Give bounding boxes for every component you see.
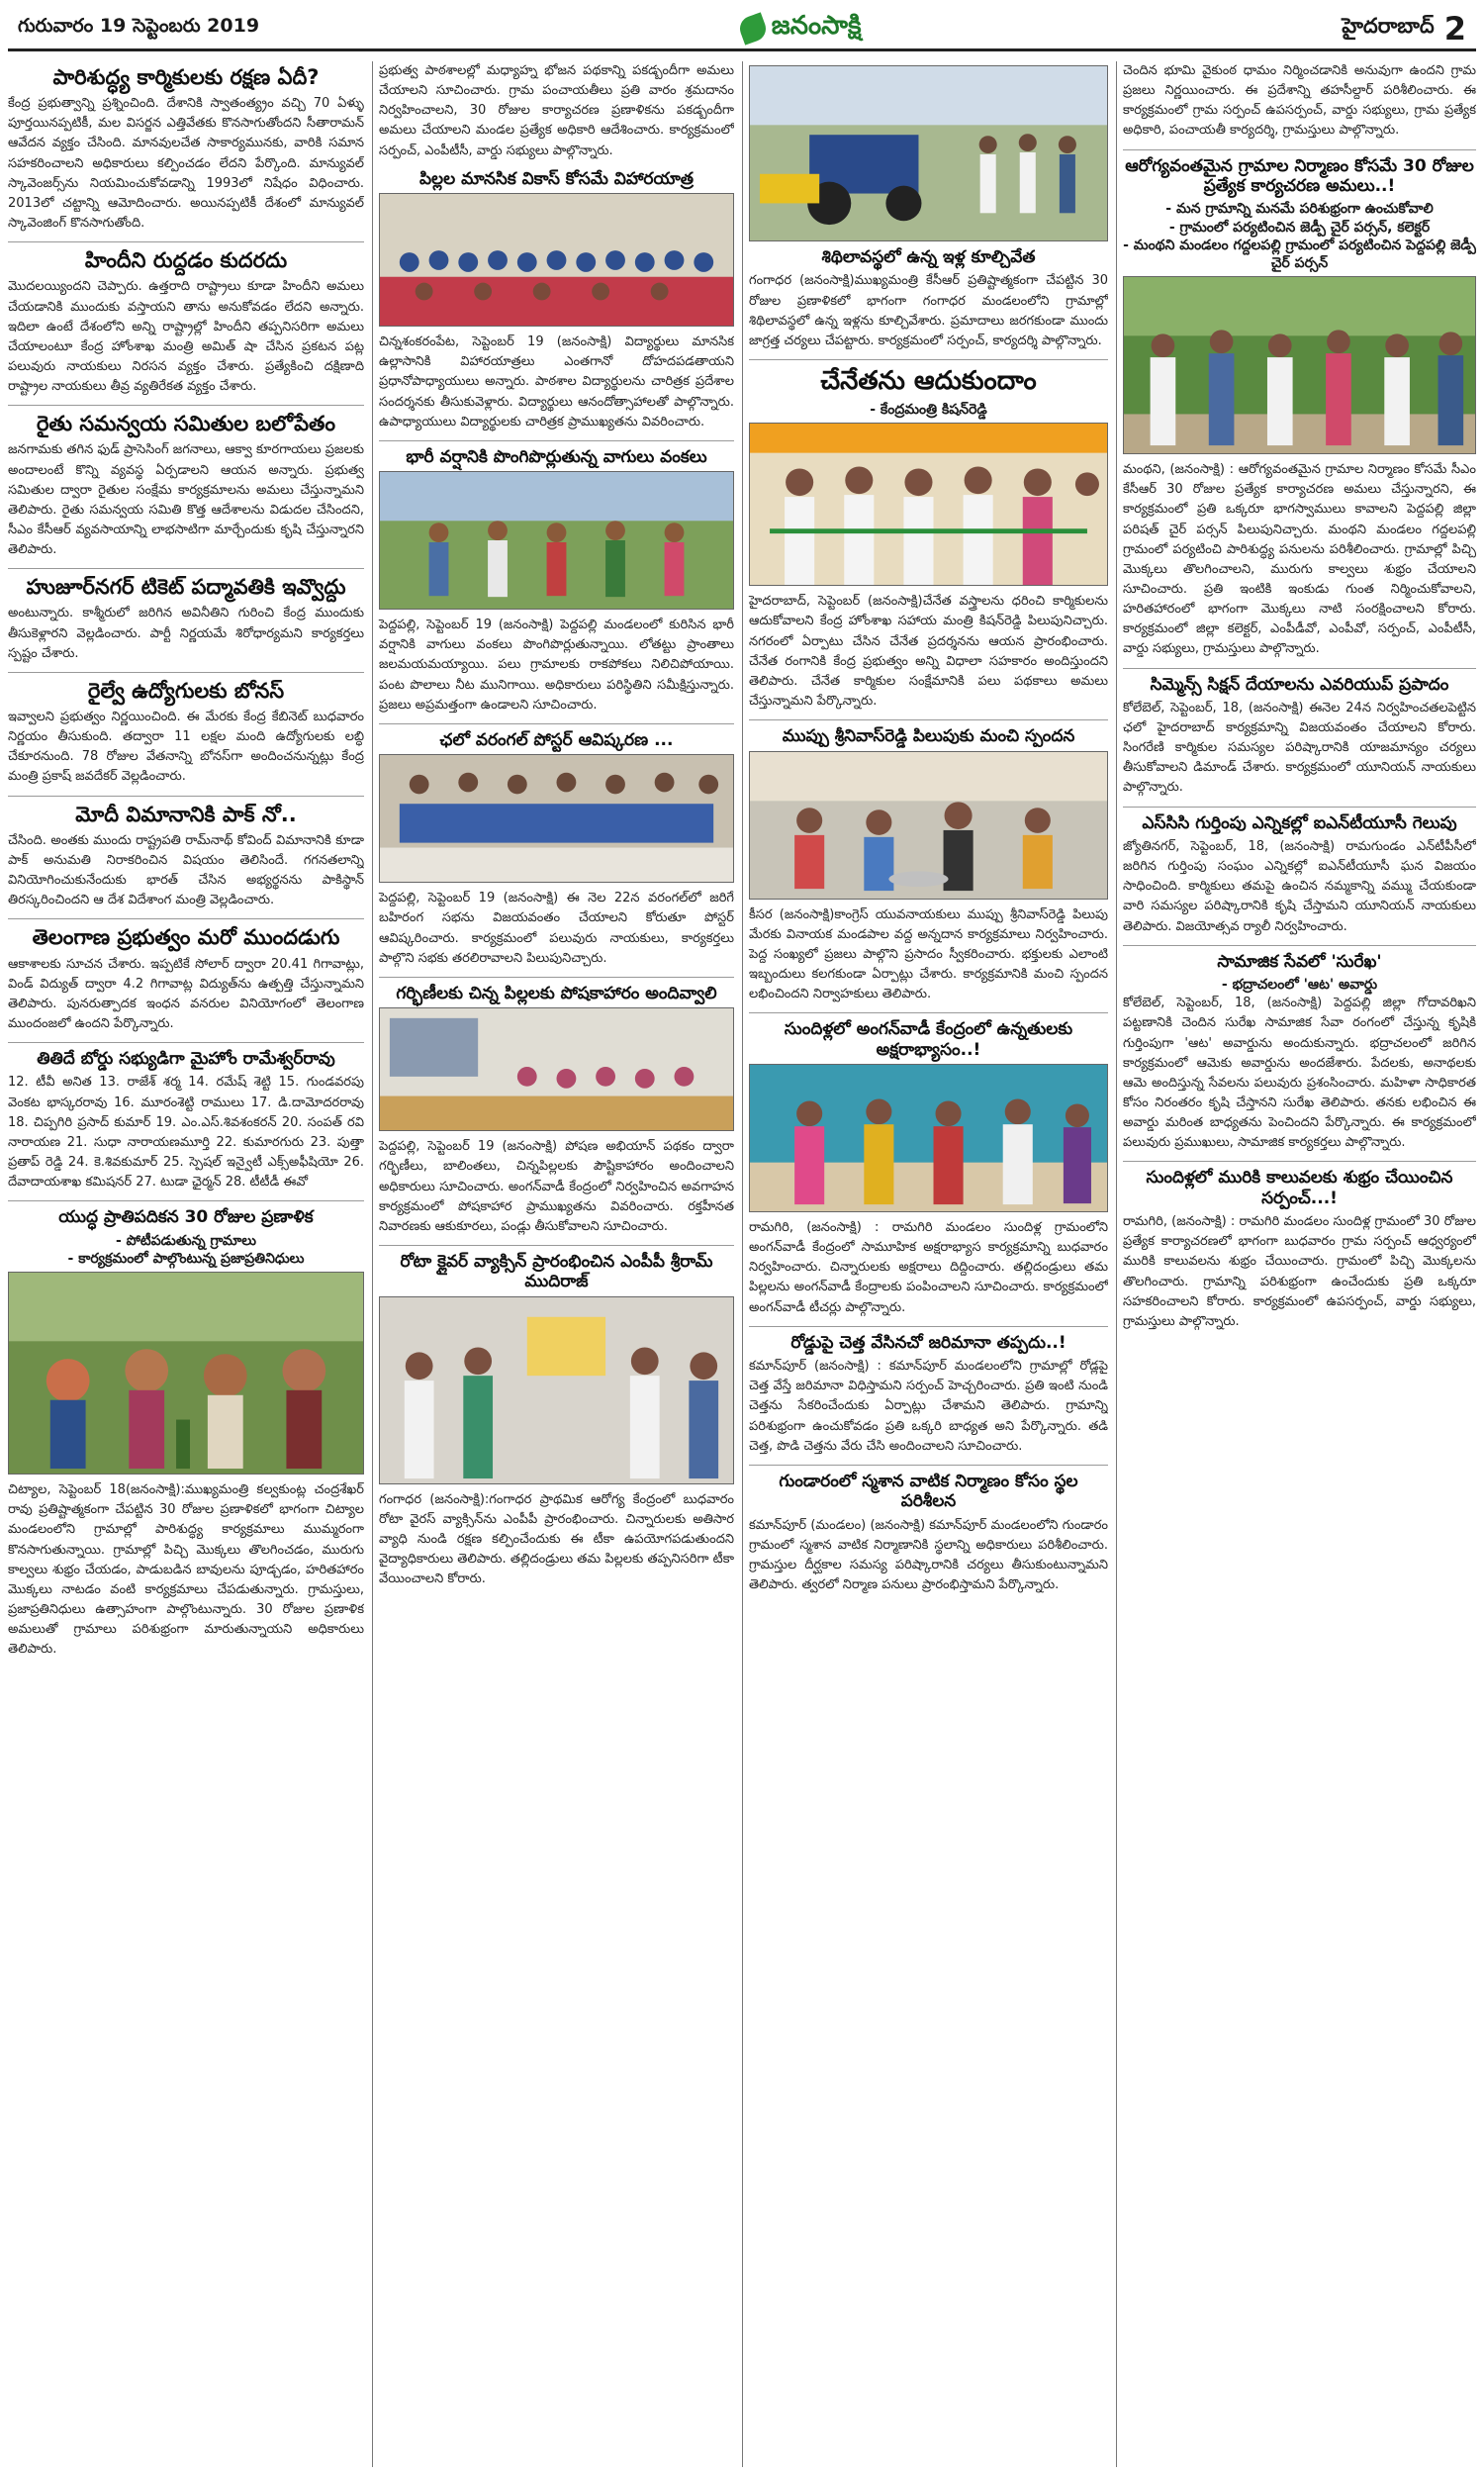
subheading: - గ్రామంలో పర్యటించిన జెడ్పీ చైర్ పర్సన్, కలెక్టర్: [1168, 219, 1431, 236]
story-body: 12. టీవీ అనిత 13. రాజేశ్ శర్మ 14. రమేష్ శెట్టి 15. గుండవరపు వెంకట భాస్కరరావు 16. మూరంశెట్టి రాములు 17. డి.దామోదరరావు 18. చిప్పగిరి ప్రసాద్ కుమార్ 19. ఎం.ఎస్.శివశంకరన్ 20. సంపత్ రవి నారాయణ 21. సుధా నారాయణమూర్తి 22. కుమారగురు 23. పుత్తా ప్రతాప్ రెడ్డి 24. కె.శివకుమార్ 25. స్పెషల్ ఇన్వైటీ ఎక్స్అఫీషియో 26. దేవాదాయశాఖ కమిషనర్ 27. టుడా ఛైర్మన్ 28. టీటీడీ ఈవో: [8, 1075, 364, 1190]
headline: రోడ్డుపై చెత్త వేసినచో జరిమానా తప్పదు..!: [790, 1332, 1067, 1353]
story-demolition: [749, 247, 1108, 351]
divider: [749, 719, 1108, 720]
photo-ribbon-cutting: [749, 423, 1108, 586]
headline: భారీ వర్షానికి పొంగిపొర్లుతున్న వాగులు వంకలు: [406, 446, 707, 467]
headline: ఛలో వరంగల్ పోస్టర్ ఆవిష్కరణ ...: [439, 729, 674, 750]
story-body: హైదరాబాద్, సెప్టెంబర్ (జనంసాక్షి)చేనేత వస్త్రాలను ధరించి కార్మికులను ఆదుకోవాలని కేంద్ర హోంశాఖ సహాయ మంత్రి కిషన్‌రెడ్డి పిలుపునిచ్చారు. నగరంలో ఏర్పాటు చేసిన చేనేత ప్రదర్శనను ఆయన ప్రారంభించారు. చేనేత రంగానికి కేంద్ర ప్రభుత్వం అన్ని విధాలా సహకారం అందిస్తుందని తెలిపారు. చేనేత కార్మికుల సంక్షేమానికి పలు పథకాలు అమలు చేస్తున్నామని పేర్కొన్నారు.: [749, 594, 1108, 710]
photo-students-group: [379, 193, 734, 327]
photo-field-inspection: [379, 471, 734, 610]
edition-city: హైదరాబాద్: [1342, 13, 1435, 38]
story-body: కీసర (జనంసాక్షి)కాంగ్రెస్ యువనాయకులు ముప్పు శ్రీనివాస్‌రెడ్డి పిలుపు మేరకు వినాయక మండపాల వద్ద అన్నదాన కార్యక్రమాలు నిర్వహించారు. పెద్ద సంఖ్యలో ప్రజలు పాల్గొని ప్రసాదం స్వీకరించారు. భక్తులకు ఎలాంటి ఇబ్బందులు కలగకుండా ఏర్పాట్లు చేశారు. కార్యక్రమానికి మంచి స్పందన లభించిందని నిర్వాహకులు తెలిపారు.: [749, 906, 1108, 1002]
headline: సామాజిక సేవలో 'సురేఖ': [1217, 951, 1382, 972]
story-body: రామగిరి, (జనంసాక్షి) : రామగిరి మండలం సుందిళ్ల గ్రామంలో 30 రోజుల ప్రత్యేక కార్యాచరణలో భాగంగా బుధవారం గ్రామ సర్పంచ్ ఆధ్వర్యంలో మురికి కాలువలను శుభ్రం చేయించారు. గ్రామంలో పిచ్చి మొక్కలను తొలగించారు. గ్రామాన్ని పరిశుభ్రంగా ఉంచేందుకు ప్రతి ఒక్కరూ సహకరించాలని కోరారు. కార్యక్రమంలో ఉపసర్పంచ్, వార్డు సభ్యులు, గ్రామస్తులు పాల్గొన్నారు.: [1123, 1214, 1476, 1329]
headline: పారిశుద్ధ్య కార్మికులకు రక్షణ ఏదీ?: [52, 65, 320, 89]
story-body: జనగామకు తగిన ఫుడ్ ప్రాసెసింగ్ జగనాలు, ఆక్వా కూరగాయలు ప్రజలకు అందాలంటే కొన్ని వ్యవస్థ ఏర్పడాలని ఆయన అన్నారు. ప్రభుత్వ సమితుల ద్వారా రైతుల సంక్షేమ కార్యక్రమాలను అమలు చేస్తున్నామని తెలిపారు. రైతు సమన్వయ సమితి కొత్త ఆదేశాలను విడుదల చేసిందని, సీఎం కేసీఆర్ వ్యవసాయాన్ని లాభసాటిగా మార్చేందుకు కృషి చేస్తున్నారని తెలిపారు.: [8, 442, 364, 558]
story-annadanam: [749, 726, 1108, 1004]
edition-info: [1342, 10, 1466, 48]
column-3: [742, 61, 1108, 2467]
story-garbage-fine: [749, 1333, 1108, 1457]
masthead: [8, 8, 1476, 51]
story-body: కేంద్ర ప్రభుత్వాన్ని ప్రశ్నించింది. దేశానికి స్వాతంత్య్రం వచ్చి 70 ఏళ్ళు పూర్తయినప్పటికీ, మల విసర్జన ఎత్తివేతకు కొనసాగుతోందని సీతారామన్ ఆవేదన వ్యక్తం చేసింది. మానవులచేత సాకార్యమునకు, వారికి సమాన సహకరించాలని అధికారులు కల్పించడం లేదని పేర్కొంది. మాన్యువల్ స్కావెంజర్స్‌ను నియమించుకోవడాన్ని 1993లో నిషేధం విధించారు. 2013లో చట్టాన్ని ఆమోదించారు. అయినప్పటికీ దేశంలో మాన్యువల్ స్కావెంజింగ్ కొనసాగుతోంది.: [8, 96, 364, 232]
divider: [8, 568, 364, 569]
divider: [379, 723, 734, 724]
story-30-day-plan: [8, 1207, 364, 1660]
divider: [8, 918, 364, 919]
story-body: పెద్దపల్లి, సెప్టెంబర్ 19 (జనంసాక్షి) ఈ నెల 22న వరంగల్‌లో జరిగే బహిరంగ సభను విజయవంతం చేయాలని కోరుతూ పోస్టర్ ఆవిష్కరించారు. కార్యక్రమంలో పలువురు నాయకులు, కార్యకర్తలు పాల్గొని సభకు తరలిరావాలని పిలుపునిచ్చారు.: [379, 891, 734, 966]
divider: [379, 977, 734, 978]
photo-poster-launch: [379, 754, 734, 883]
photo-vaccine-launch: [379, 1296, 734, 1484]
story-telangana-energy: [8, 925, 364, 1034]
headline: రైల్వే ఉద్యోగులకు బోనస్: [87, 678, 285, 703]
story-body: చెందిన భూమి వైకుంఠ ధామం నిర్మించడానికి అనువుగా ఉందని గ్రామ ప్రజలు నిర్ణయించారు. ఈ ప్రదేశాన్ని తహసీల్దార్ పరిశీలించారు. ఈ కార్యక్రమంలో గ్రామ సర్పంచ్ ఉపసర్పంచ్, వార్డు సభ్యులు, గ్రామ ప్రత్యేక అధికారి, పంచాయతీ కార్యదర్శి, గ్రామస్తులు పాల్గొన్నారు.: [1123, 63, 1476, 139]
page-number: 2: [1443, 9, 1466, 48]
divider: [1123, 807, 1476, 808]
headline: చేనేతను ఆదుకుందాం: [820, 365, 1037, 396]
subheading: - పోటీపడుతున్న గ్రామాలు: [115, 1232, 257, 1249]
newspaper-logo: [740, 11, 862, 47]
leaf-logo-icon: [736, 12, 769, 45]
column-2: [372, 61, 734, 2467]
column-4: [1116, 61, 1476, 2467]
divider: [8, 405, 364, 406]
headline: ఎస్‌సిసి గుర్తింపు ఎన్నికల్లో ఐఎన్‌టీయూసీ గెలుపు: [1142, 812, 1457, 833]
story-railway-bonus: [8, 679, 364, 788]
divider: [1123, 1161, 1476, 1162]
subheading: - కేంద్రమంత్రి కిషన్‌రెడ్డి: [870, 402, 987, 419]
story-body: మంథని, (జనంసాక్షి) : ఆరోగ్యవంతమైన గ్రామాల నిర్మాణం కోసమే సీఎం కేసీఆర్ 30 రోజుల ప్రత్యేక కార్యాచరణ అమలు చేస్తున్నారని, ఈ కార్యక్రమంలో ప్రతి ఒక్కరూ భాగస్వాములు కావాలని పెద్దపల్లి జిల్లా పరిషత్ చైర్ పర్సన్ పిలుపునిచ్చారు. మంథని మండలం గద్దలపల్లి గ్రామంలో పర్యటించి పారిశుద్ధ్య పనులను పరిశీలించారు. గ్రామాల్లో పిచ్చి మొక్కలు తొలగించాలని, మురుగు కాల్వలు శుభ్రం చేయాలని సూచించారు. ప్రతి ఇంటికి ఇంకుడు గుంత నిర్మించుకోవాలని, హరితహారంలో భాగంగా మొక్కలు నాటి సంరక్షించాలని కోరారు. కార్యక్రమంలో జిల్లా కలెక్టర్, ఎంపీడీవో, ఎంపీవో, సర్పంచ్, ఎంపీటీసీ, వార్డు సభ్యులు, గ్రామస్తులు పాల్గొన్నారు.: [1123, 462, 1476, 657]
divider: [8, 1042, 364, 1043]
story-body: చిన్నశంకరంపేట, సెప్టెంబర్ 19 (జనంసాక్షి) విద్యార్థులు మానసిక ఉల్లాసానికి విహారయాత్రలు ఎంతగానో దోహదపడతాయని ప్రధానోపాధ్యాయులు అన్నారు. పాఠశాల విద్యార్థులను చారిత్రక ప్రదేశాల సందర్శనకు తీసుకువెళ్లారు. విద్యార్థులు ఆనందోత్సాహాలతో పాల్గొన్నారు. ఉపాధ్యాయులు విద్యార్థులకు చారిత్రక ప్రాముఖ్యతను వివరించారు.: [379, 334, 734, 429]
divider: [749, 1012, 1108, 1013]
divider: [1123, 149, 1476, 150]
story-sanitation-workers: [8, 65, 364, 234]
story-body: పెద్దపల్లి, సెప్టెంబర్ 19 (జనంసాక్షి) పోషణ అభియాన్ పథకం ద్వారా గర్భిణీలు, బాలింతలు, చిన్నపిల్లలకు పౌష్టికాహారం అందించాలని అధికారులు సూచించారు. అంగన్‌వాడీ కేంద్రంలో నిర్వహించిన అవగాహన కార్యక్రమంలో పోషకాహార ప్రాముఖ్యతను వివరించారు. రక్తహీనత నివారణకు ఆకుకూరలు, పండ్లు తీసుకోవాలని సూచించారు.: [379, 1139, 734, 1234]
story-modi-flight: [8, 803, 364, 911]
story-nutrition: [379, 984, 734, 1237]
headline: గర్భిణీలకు చిన్న పిల్లలకు పోషకాహారం అందివ్వాలి: [396, 983, 717, 1003]
photo-food-distribution: [749, 751, 1108, 900]
story-heavy-rain: [379, 447, 734, 715]
story-intuc-win: [1123, 813, 1476, 937]
story-body: ఇవ్వాలని ప్రభుత్వం నిర్ణయించింది. ఈ మేరకు కేంద్ర కేబినెట్ బుధవారం నిర్ణయం తీసుకుంది. తద్వారా 11 లక్షల మంది ఉద్యోగులకు లబ్ధి చేకూరనుంది. 78 రోజుల వేతనాన్ని బోనస్‌గా అందించనున్నట్లు కేంద్ర మంత్రి ప్రకాష్ జవదేకర్ వెల్లడించారు.: [8, 710, 364, 785]
story-surekha: [1123, 952, 1476, 1154]
issue-date: గురువారం 19 సెప్టెంబరు 2019: [18, 15, 260, 37]
story-ttd-board: [8, 1049, 364, 1192]
photo-anganwadi-meeting: [379, 1007, 734, 1131]
subheading: - మన గ్రామాన్ని మనమే పరిశుభ్రంగా ఉంచుకోవాలి: [1165, 201, 1434, 218]
headline: శిథిలావస్థలో ఉన్న ఇళ్ల కూల్చివేత: [821, 247, 1036, 267]
photo-demolition-tractor: [749, 65, 1108, 241]
headline: రైతు సమన్వయ సమితుల బలోపేతం: [36, 412, 336, 436]
story-body: మొదలయ్యిందని చెప్పారు. ఉత్తరాది రాష్ట్రాలు కూడా హిందీని అమలు చేయడానికి ముందుకు వస్తాయని తాను అనుకోవడం లేదని అన్నారు. ఇదిలా ఉంటే దేశంలోని అన్ని రాష్ట్రాల్లో హిందీని తప్పనిసరిగా అమలు చేయాలంటూ కేంద్ర హోంశాఖ మంత్రి అమిత్ షా చేసిన ప్రకటన పట్ల పలువురు నాయకులు నిరసన వ్యక్తం చేశారు. ప్రత్యేకించి దక్షిణాది రాష్ట్రాల నాయకులు తీవ్ర వ్యతిరేకత వ్యక్తం చేశారు.: [8, 279, 364, 395]
photo-tree-planting: [8, 1272, 364, 1475]
headline: రోటా క్లైవర్ వ్యాక్సిన్ ప్రారంభించిన ఎంపీపీ శ్రీరామ్ ముదిరాజ్: [400, 1251, 713, 1292]
divider: [8, 672, 364, 673]
story-crematorium: [749, 1472, 1108, 1595]
headline: సుందిళ్లలో అంగన్‌వాడీ కేంద్రంలో ఉన్నతులకు అక్షరాభ్యాసం..!: [784, 1019, 1073, 1060]
story-singareni: [1123, 675, 1476, 799]
divider: [8, 796, 364, 797]
story-excursion: [379, 169, 734, 432]
story-body: అంటున్నారు. కాశ్మీరులో జరిగిన అవినీతిని గురించి కేంద్ర ముందుకు తీసుకెళ్లారని వెల్లడించారు. పార్టీ నిర్ణయమే శిరోధార్యమని కార్యకర్తలు స్పష్టం చేశారు.: [8, 606, 364, 661]
story-body: జ్యోతినగర్, సెప్టెంబర్, 18, (జనంసాక్షి) రామగుండం ఎన్‌టీపీసీలో జరిగిన గుర్తింపు సంఘం ఎన్నికల్లో ఐఎన్‌టీయూసీ ఘన విజయం సాధించింది. కార్మికులు తమపై ఉంచిన నమ్మకాన్ని వమ్ము చేయకుండా వారి సమస్యల పరిష్కారానికి కృషి చేస్తామని యూనియన్ నాయకులు తెలిపారు. విజయోత్సవ ర్యాలీ నిర్వహించారు.: [1123, 838, 1476, 934]
headline: సుందిళ్లలో మురికి కాలువలకు శుభ్రం చేయించిన సర్పంచ్...!: [1146, 1168, 1453, 1208]
story-body: చేసింది. అంతకు ముందు రాష్ట్రపతి రామ్‌నాథ్ కోవింద్ విమానానికి కూడా పాక్ అనుమతి నిరాకరించిన విషయం తెలిసిందే. గగనతలాన్ని వినియోగించుకునేందుకు భారత్ చేసిన అభ్యర్థనను పాకిస్థాన్ తిరస్కరించిందని ఆ దేశ విదేశాంగ మంత్రి వెల్లడించారు.: [8, 832, 364, 908]
divider: [749, 1465, 1108, 1466]
logo-text: జనంసాక్షి: [771, 10, 862, 41]
divider: [1123, 945, 1476, 946]
story-body: కోలేబెల్, సెప్టెంబర్, 18, (జనంసాక్షి) ఈనెల 24న నిర్వహించతలపెట్టిన ఛలో హైదరాబాద్ కార్యక్రమాన్ని విజయవంతం చేయాలని కోరారు. సింగరేణి కార్మికుల సమస్యల పరిష్కారానికి యాజమాన్యం చర్యలు తీసుకోవాలని డిమాండ్ చేశారు. కార్యక్రమంలో యూనియన్ నాయకులు పాల్గొన్నారు.: [1123, 700, 1476, 796]
subheading: - కార్యక్రమంలో పాల్గొంటున్న ప్రజాప్రతినిధులు: [67, 1250, 305, 1267]
story-body: గంగాధర (జనంసాక్షి):గంగాధర ప్రాథమిక ఆరోగ్య కేంద్రంలో బుధవారం రోటా వైరస్ వ్యాక్సిన్‌ను ఎంపీపీ ప్రారంభించారు. చిన్నారులకు అతిసార వ్యాధి నుండి రక్షణ కల్పించేందుకు ఈ టీకా ఉపయోగపడుతుందని వైద్యాధికారులు తెలిపారు. తల్లిదండ్రులు తమ పిల్లలకు తప్పనిసరిగా టీకా వేయించాలని కోరారు.: [379, 1491, 734, 1587]
headline: మోదీ విమానానికి పాక్ నో..: [75, 802, 297, 826]
story-body: కమాన్‌పూర్ (మండలం) (జనంసాక్షి) కమాన్‌పూర్ మండలంలోని గుండారం గ్రామంలో స్మశాన వాటిక నిర్మాణానికి స్థలాన్ని అధికారులు పరిశీలించారు. గ్రామస్తుల దీర్ఘకాల సమస్య పరిష్కారానికి చర్యలు తీసుకుంటున్నామని తెలిపారు. త్వరలో నిర్మాణ పనులు ప్రారంభిస్తామని పేర్కొన్నారు.: [749, 1517, 1108, 1593]
story-body: గంగాధర (జనంసాక్షి)ముఖ్యమంత్రి కేసీఆర్ ప్రతిష్టాత్మకంగా చేపట్టిన 30 రోజుల ప్రణాళికలో భాగంగా గంగాధర మండలంలోని గ్రామాల్లో శిథిలావస్థలో ఉన్న ఇళ్లను కూల్చివేశారు. ప్రమాదాలు జరగకుండా ముందు జాగ్రత్త చర్యలు చేపట్టారు. కార్యక్రమంలో సర్పంచ్, కార్యదర్శి పాల్గొన్నారు.: [749, 273, 1108, 348]
story-drain-cleaning: [1123, 1168, 1476, 1332]
story-huzurnagar: [8, 575, 364, 664]
story-healthy-villages: [1123, 156, 1476, 660]
divider: [8, 1200, 364, 1201]
divider: [379, 1245, 734, 1246]
photo-anganwadi-children: [749, 1064, 1108, 1212]
divider: [8, 241, 364, 242]
divider: [379, 440, 734, 441]
column-1: [8, 61, 364, 2467]
headline: ముప్పు శ్రీనివాస్‌రెడ్డి పిలుపుకు మంచి స్పందన: [782, 726, 1075, 747]
story-handloom: [749, 366, 1108, 712]
story-continued: [1123, 61, 1476, 142]
divider: [749, 359, 1108, 360]
photo-village-visit: [1123, 276, 1476, 454]
headline: హుజూర్‌నగర్ టికెట్ పద్మావతికి ఇవ్వొద్దు: [26, 575, 346, 600]
story-warangal-poster: [379, 730, 734, 969]
subheading: - మంథని మండలం గద్దలపల్లి గ్రామంలో పర్యటించిన పెద్దపల్లి జెడ్పీ చైర్ పర్సన్: [1123, 237, 1476, 271]
story-body: కోలేబెల్, సెప్టెంబర్, 18, (జనంసాక్షి) పెద్దపల్లి జిల్లా గోదావరిఖని పట్టణానికి చెందిన సురేఖ సామాజిక సేవా రంగంలో చేస్తున్న కృషికి గుర్తింపుగా 'ఆట' అవార్డును అందుకున్నారు. భద్రాచలంలో జరిగిన కార్యక్రమంలో ఆమెకు అవార్డును అందజేశారు. పేదలకు, అనాథలకు ఆమె అందిస్తున్న సేవలను పలువురు ప్రశంసించారు. మహిళా సాధికారత కోసం నిరంతరం కృషి చేస్తానని సురేఖ తెలిపారు. తనకు లభించిన ఈ అవార్డు మరింత బాధ్యతను పెంచిందని పేర్కొన్నారు. ఈ కార్యక్రమంలో పలువురు ప్రముఖులు, సామాజిక కార్యకర్తలు పాల్గొన్నారు.: [1123, 996, 1476, 1151]
story-body: కమాన్‌పూర్ (జనంసాక్షి) : కమాన్‌పూర్ మండలంలోని గ్రామాల్లో రోడ్లపై చెత్త వేస్తే జరిమానా విధిస్తామని సర్పంచ్ హెచ్చరించారు. ప్రతి ఇంటి నుండి చెత్తను సేకరించేందుకు ఏర్పాట్లు చేశామని తెలిపారు. గ్రామాన్ని పరిశుభ్రంగా ఉంచుకోవడం ప్రతి ఒక్కరి బాధ్యత అని పేర్కొన్నారు. తడి చెత్త, పొడి చెత్తను వేరు చేసి అందించాలని సూచించారు.: [749, 1359, 1108, 1454]
story-body: ఆకాశాలకు సూచన చేశారు. ఇప్పటికే సోలార్ ద్వారా 20.41 గిగావాట్లు, విండ్ విద్యుత్ ద్వారా 4.2 గిగావాట్ల విద్యుత్‌ను ఉత్పత్తి చేస్తున్నామని తెలిపారు. పునరుత్పాదక ఇంధన వనరుల వినియోగంలో తెలంగాణ ముందంజలో ఉందని పేర్కొన్నారు.: [8, 956, 364, 1031]
story-body: రామగిరి, (జనంసాక్షి) : రామగిరి మండలం సుందిళ్ల గ్రామంలోని అంగన్‌వాడీ కేంద్రంలో సామూహిక అక్షరాభ్యాస కార్యక్రమాన్ని బుధవారం నిర్వహించారు. చిన్నారులకు అక్షరాలు దిద్దించారు. తల్లిదండ్రులు తమ పిల్లలను అంగన్‌వాడీ కేంద్రాలకు పంపించాలని సూచించారు. కార్యక్రమంలో అంగన్‌వాడీ టీచర్లు పాల్గొన్నారు.: [749, 1220, 1108, 1315]
story-body: ప్రభుత్వ పాఠశాలల్లో మధ్యాహ్న భోజన పథకాన్ని పకడ్బందీగా అమలు చేయాలని సూచించారు. గ్రామ పంచాయతీలు ప్రతి వారం శ్రమదానం నిర్వహించాలని, 30 రోజుల కార్యాచరణ ప్రణాళికను పకడ్బందీగా అమలు చేయాలని మండల ప్రత్యేక అధికారి ఆదేశించారు. కార్యక్రమంలో సర్పంచ్, ఎంపీటీసీ, వార్డు సభ్యులు పాల్గొన్నారు.: [379, 63, 734, 158]
headline: తితిదే బోర్డు సభ్యుడిగా మైహోం రామేశ్వర్‌రావు: [37, 1049, 335, 1070]
story-body: పెద్దపల్లి, సెప్టెంబర్ 19 (జనంసాక్షి) పెద్దపల్లి మండలంలో కురిసిన భారీ వర్షానికి వాగులు వంకలు పొంగిపొర్లుతున్నాయి. లోతట్టు ప్రాంతాలు జలమయమయ్యాయి. పలు గ్రామాలకు రాకపోకలు నిలిచిపోయాయి. పంట పొలాలు నీట మునిగాయి. అధికారులు పరిస్థితిని సమీక్షిస్తున్నారు. ప్రజలు అప్రమత్తంగా ఉండాలని సూచించారు.: [379, 618, 734, 713]
subheading: - భద్రాచలంలో 'ఆట' అవార్డు: [1221, 977, 1378, 994]
headline: గుండారంలో స్మశాన వాటిక నిర్మాణం కోసం స్థల పరిశీలన: [779, 1471, 1078, 1512]
story-farmers: [8, 412, 364, 560]
divider: [1123, 668, 1476, 669]
headline: పిల్లల మానసిక వికాస్ కోసమే విహారయాత్ర: [418, 168, 695, 189]
headline: సిమ్మెన్స్ సిక్షన్ దేయాలను ఎవరియుప్ ప్రపాదం: [1150, 674, 1449, 695]
headline: తెలంగాణ ప్రభుత్వం మరో ముందడుగు: [32, 925, 340, 950]
headline: యుద్ధ ప్రాతిపదికన 30 రోజుల ప్రణాళిక: [58, 1207, 314, 1228]
story-anganwadi-akshara: [749, 1019, 1108, 1317]
headline: ఆరోగ్యవంతమైన గ్రామాల నిర్మాణం కోసమే 30 రోజుల ప్రత్యేక కార్యచరణ అమలు..!: [1125, 155, 1474, 196]
story-body: చిట్యాల, సెప్టెంబర్ 18(జనంసాక్షి):ముఖ్యమంత్రి కల్వకుంట్ల చంద్రశేఖర్ రావు ప్రతిష్టాత్మకంగా చేపట్టిన 30 రోజుల ప్రణాళికలో భాగంగా చిట్యాల మండలంలోని గ్రామాల్లో పారిశుద్ధ్య కార్యక్రమాలు ముమ్మరంగా కొనసాగుతున్నాయి. గ్రామాల్లో పిచ్చి మొక్కలు తొలగించడం, మురుగు కాల్వలు శుభ్రం చేయడం, పాడుబడిన బావులను పూడ్చడం, హరితహారం మొక్కలు నాటడం వంటి కార్యక్రమాలు చేపడుతున్నారు. గ్రామస్తులు, ప్రజాప్రతినిధులు ఉత్సాహంగా పాల్గొంటున్నారు. 30 రోజుల ప్రణాళిక అమలుతో గ్రామాలు పరిశుభ్రంగా మారుతున్నాయని అధికారులు తెలిపారు.: [8, 1482, 364, 1658]
story-continued: [379, 61, 734, 161]
story-hindi: [8, 248, 364, 397]
headline: హిందీని రుద్దడం కుదరదు: [84, 248, 288, 273]
story-rota-vaccine: [379, 1252, 734, 1589]
divider: [749, 1326, 1108, 1327]
